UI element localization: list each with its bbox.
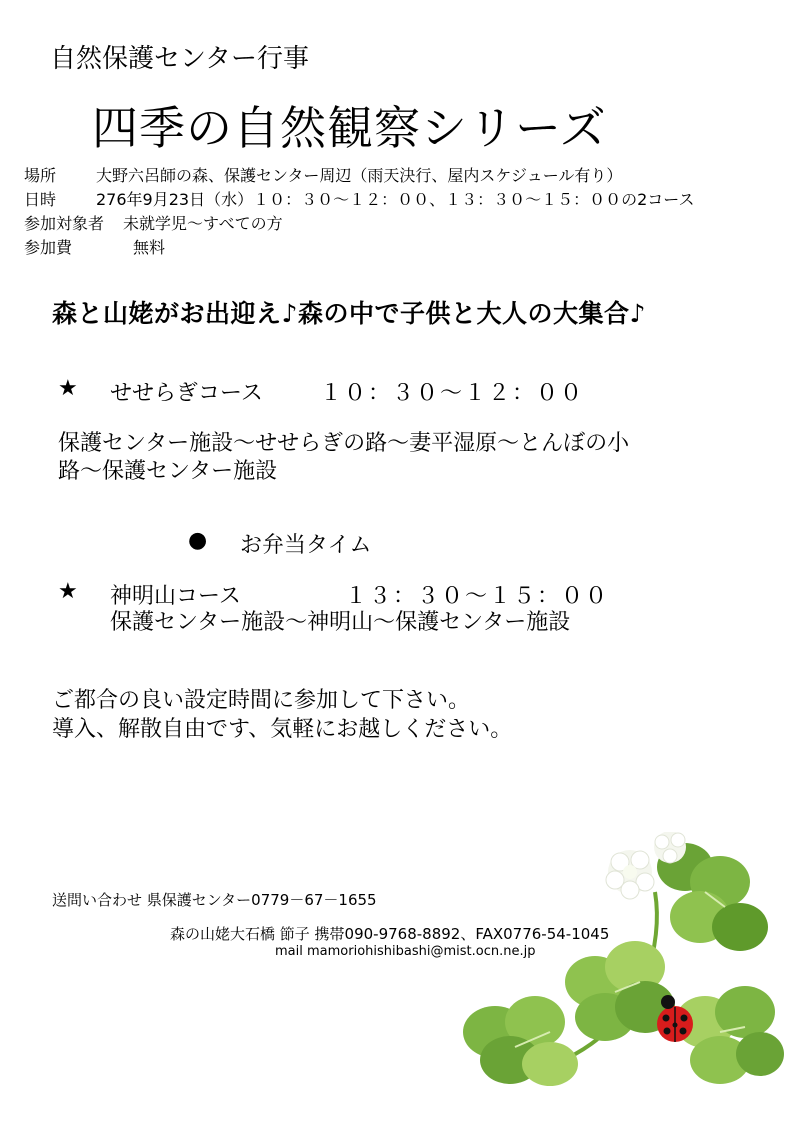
contact-person: 森の山姥大石橋 節子 携帯090-9768-8892、FAX0776-54-1045	[170, 925, 610, 943]
audience-value: 未就学児～すべての方	[123, 214, 283, 233]
note-line-2: 導入、解散自由です、気軽にお越しください。	[52, 717, 513, 742]
clover-leaf-cluster	[675, 986, 784, 1084]
clover-flower	[654, 832, 686, 863]
course-name-seseragi: せせらぎコース	[110, 381, 263, 406]
fee-value: 無料	[133, 238, 166, 257]
clover-ladybug-illustration	[455, 832, 785, 1092]
course-name-shinmeiyama: 神明山コース	[110, 584, 241, 609]
course-route-seseragi-line2: 路～保護センター施設	[58, 459, 278, 484]
course-time-shinmeiyama: １３：３０～１５：００	[345, 584, 610, 609]
place-label: 場所	[24, 166, 57, 185]
course-time-seseragi: １０：３０～１２：００	[320, 381, 585, 406]
place-value: 大野六呂師の森、保護センター周辺（雨天決行、屋内スケジュール有り）	[96, 166, 623, 185]
lunch-time-label: お弁当タイム	[240, 533, 372, 558]
datetime-label: 日時	[24, 190, 57, 209]
audience-label: 参加対象者	[24, 214, 105, 233]
star-icon: ★	[58, 579, 78, 604]
course-route-shinmeiyama: 保護センター施設～神明山～保護センター施設	[110, 610, 571, 635]
fee-label: 参加費	[24, 238, 73, 257]
catchphrase: 森と山姥がお出迎え♪森の中で子供と大人の大集合♪	[52, 299, 646, 328]
clover-leaf-cluster	[463, 996, 578, 1086]
course-route-seseragi-line1: 保護センター施設～せせらぎの路～妻平湿原～とんぼの小	[58, 431, 630, 456]
clover-flower	[606, 850, 654, 899]
star-icon: ★	[58, 376, 78, 401]
contact-inquiry: 送問い合わせ 県保護センター0779－67－1655	[52, 891, 377, 909]
organizer-event-label: 自然保護センター行事	[50, 44, 309, 74]
note-line-1: ご都合の良い設定時間に参加して下さい。	[52, 688, 471, 713]
bullet-icon: ●	[188, 528, 208, 553]
page-title: 四季の自然観察シリーズ	[92, 101, 607, 155]
datetime-value: 276年9月23日（水）１０：３０～１２：００、１３：３０～１５：００の2コース	[96, 190, 695, 209]
contact-mail: mail mamoriohishibashi@mist.ocn.ne.jp	[275, 944, 536, 959]
